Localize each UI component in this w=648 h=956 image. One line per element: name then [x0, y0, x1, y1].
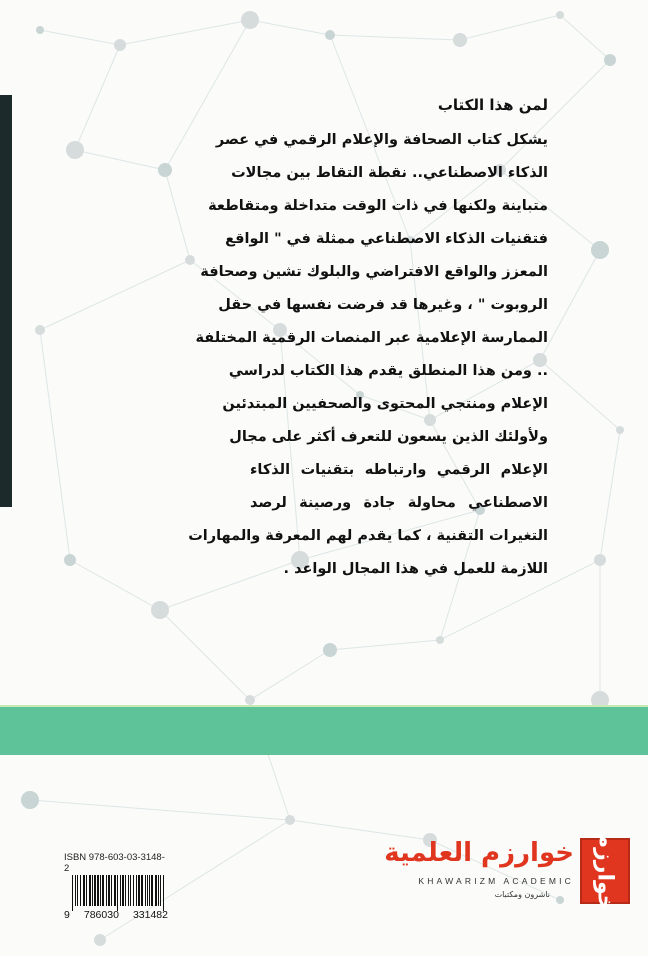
network-node: [323, 643, 337, 657]
network-link: [40, 30, 120, 45]
network-link: [165, 170, 190, 260]
network-node: [185, 255, 195, 265]
barcode-bar: [136, 875, 137, 906]
blurb-line: التغيرات التقنية ، كما يقدم لهم المعرفة والمهارات: [188, 528, 548, 544]
network-link: [75, 45, 120, 150]
barcode-bar: [163, 875, 164, 911]
network-link: [460, 15, 560, 40]
barcode-bar: [117, 875, 118, 911]
barcode-bar: [83, 875, 85, 906]
barcode-bar: [97, 875, 99, 906]
barcode-bar: [120, 875, 121, 906]
network-link: [70, 560, 160, 610]
blurb-line: فتقنيات الذكاء الاصطناعي ممثلة في " الواقع: [225, 231, 548, 247]
network-link: [250, 20, 330, 35]
network-node: [158, 163, 172, 177]
barcode-bar: [94, 875, 96, 906]
barcode-digits: [64, 909, 168, 921]
network-link: [290, 820, 430, 840]
barcode-bar: [75, 875, 76, 906]
blurb-line: الروبوت " ، وغيرها قد فرضت نفسها في حقل: [218, 297, 548, 313]
network-node: [114, 39, 126, 51]
network-link: [330, 640, 440, 650]
network-link: [600, 430, 620, 560]
barcode-bar: [106, 875, 107, 906]
blurb-line: الإعلام الرقمي وارتباطه بتقنيات الذكاء: [250, 462, 548, 478]
network-node: [94, 934, 106, 946]
blurb-line: الذكاء الاصطناعي.. نقطة التقاط بين مجالات: [231, 165, 548, 181]
network-link: [540, 250, 600, 360]
network-node: [245, 695, 255, 705]
network-node: [594, 554, 606, 566]
network-node: [436, 636, 444, 644]
isbn-label: ISBN 978-603-03-3148-2: [64, 852, 165, 874]
spine-edge-bar: [0, 95, 12, 507]
barcode-bar: [138, 875, 140, 906]
barcode-bar: [108, 875, 110, 906]
barcode-bar: [158, 875, 159, 906]
network-node: [66, 141, 84, 159]
blurb-line: الاصطناعي محاولة جادة ورصينة لرصد: [250, 495, 548, 511]
publisher-logo: [320, 831, 630, 911]
barcode-digit-lead: 9: [64, 909, 70, 921]
blurb-body: [188, 124, 548, 586]
barcode-bar: [133, 875, 134, 906]
network-link: [330, 35, 460, 40]
network-node: [151, 601, 169, 619]
network-node: [325, 30, 335, 40]
barcode: [64, 875, 168, 911]
network-node: [616, 426, 624, 434]
back-cover-blurb: [188, 96, 548, 586]
network-link: [40, 260, 190, 330]
blurb-line: المعزز والواقع الافتراضي والبلوك تشين وصحافة: [200, 264, 548, 280]
publisher-name-english: KHAWARIZM ACADEMIC: [418, 876, 574, 886]
network-node: [556, 11, 564, 19]
network-node: [241, 11, 259, 29]
barcode-bar: [72, 875, 73, 911]
network-node: [453, 33, 467, 47]
barcode-digits-right: 331482: [132, 909, 168, 921]
barcode-bar: [141, 875, 143, 906]
network-link: [540, 360, 620, 430]
barcode-bar: [130, 875, 131, 906]
blurb-line: يشكل كتاب الصحافة والإعلام الرقمي في عصر: [215, 132, 548, 148]
barcode-bar: [89, 875, 91, 906]
isbn-barcode-block: [64, 852, 168, 921]
barcode-bar: [149, 875, 150, 906]
barcode-bar: [128, 875, 129, 906]
network-node: [21, 791, 39, 809]
network-link: [160, 610, 250, 700]
barcode-bar: [151, 875, 153, 906]
barcode-bar: [114, 875, 116, 906]
network-link: [30, 800, 290, 820]
network-node: [35, 325, 45, 335]
network-node: [591, 241, 609, 259]
network-link: [560, 15, 610, 60]
barcode-bar: [102, 875, 104, 906]
barcode-bar: [100, 875, 101, 906]
barcode-bar: [77, 875, 78, 906]
publisher-logo-mark: خوارزم: [580, 838, 630, 904]
barcode-bar: [122, 875, 124, 906]
network-node: [604, 54, 616, 66]
publisher-tagline: ناشرون ومكتبات: [494, 890, 550, 899]
barcode-bar: [86, 875, 87, 906]
barcode-bar: [147, 875, 148, 906]
barcode-bar: [155, 875, 157, 906]
barcode-bar: [111, 875, 112, 906]
network-link: [120, 20, 250, 45]
blurb-line: اللازمة للعمل في هذا المجال الواعد .: [283, 561, 548, 577]
blurb-line: ولأولئك الذين يسعون للتعرف أكثر على مجال: [229, 429, 548, 445]
barcode-digits-left: 786030: [83, 909, 119, 921]
publisher-name-arabic: خوارزم العلمية: [384, 838, 574, 868]
blurb-line: الإعلام ومنتجي المحتوى والصحفيين المبتدئين: [222, 396, 548, 412]
network-link: [250, 650, 330, 700]
barcode-bar: [80, 875, 81, 906]
network-node: [285, 815, 295, 825]
barcode-bar: [92, 875, 93, 906]
network-link: [75, 150, 165, 170]
blurb-title: لمن هذا الكتاب: [437, 96, 548, 114]
barcode-bar: [145, 875, 146, 906]
network-node: [64, 554, 76, 566]
green-accent-band: [0, 705, 648, 755]
network-node: [36, 26, 44, 34]
barcode-bar: [125, 875, 126, 906]
network-link: [40, 330, 70, 560]
blurb-line: متباينة ولكنها في ذات الوقت متداخلة ومتقاطعة: [208, 198, 548, 214]
barcode-bar: [160, 875, 161, 906]
blurb-line: .. ومن هذا المنطلق يقدم هذا الكتاب لدراسي: [228, 363, 548, 379]
blurb-line: الممارسة الإعلامية عبر المنصات الرقمية المختلفة: [195, 330, 548, 346]
